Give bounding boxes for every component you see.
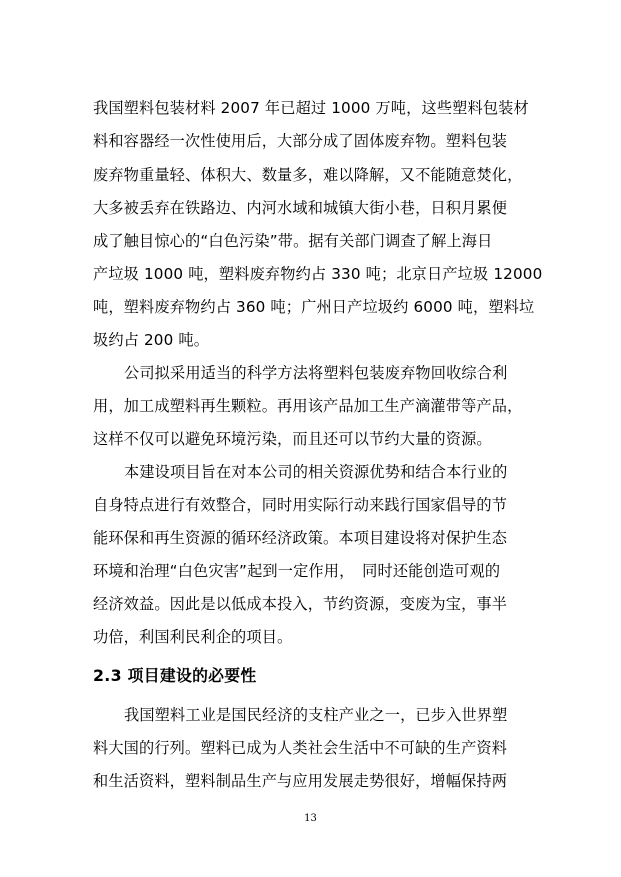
paragraph-1-line-7: 吨，塑料废弃物约占 360 吨；广州日产垃圾约 6000 吨，塑料垃 [93, 298, 535, 316]
paragraph-1-line-5: 成了触目惊心的“白色污染”带。据有关部门调查了解上海日 [93, 232, 493, 250]
paragraph-4-line-3: 和生活资料，塑料制品生产与应用发展走势很好，增幅保持两 [93, 772, 508, 790]
paragraph-4-line-1: 我国塑料工业是国民经济的支柱产业之一，已步入世界塑 [124, 706, 508, 724]
paragraph-2-line-1: 公司拟采用适当的科学方法将塑料包装废弃物回收综合利 [124, 364, 508, 382]
paragraph-1-line-3: 废弃物重量轻、体积大、数量多，难以降解，又不能随意焚化， [93, 166, 523, 184]
paragraph-1-line-6: 产垃圾 1000 吨，塑料废弃物约占 330 吨；北京日产垃圾 12000 [93, 265, 543, 283]
paragraph-3-line-3: 能环保和再生资源的循环经济政策。本项目建设将对保护生态 [93, 529, 508, 547]
section-heading: 2.3 项目建设的必要性 [93, 666, 257, 685]
page-number: 13 [304, 813, 317, 824]
paragraph-1-line-1: 我国塑料包装材料 2007 年已超过 1000 万吨，这些塑料包装材 [93, 99, 529, 117]
paragraph-2-line-2: 用，加工成塑料再生颗粒。再用该产品加工生产滴灌带等产品， [93, 397, 523, 415]
paragraph-1-line-4: 大多被丢弃在铁路边、内河水域和城镇大街小巷，日积月累便 [93, 199, 508, 217]
paragraph-4-line-2: 料大国的行列。塑料已成为人类社会生活中不可缺的生产资料 [93, 739, 508, 757]
paragraph-2-line-3: 这样不仅可以避免环境污染，而且还可以节约大量的资源。 [93, 430, 492, 448]
paragraph-1-line-8: 圾约占 200 吨。 [93, 331, 210, 349]
paragraph-1-line-2: 料和容器经一次性使用后，大部分成了固体废弃物。塑料包装 [93, 132, 508, 150]
paragraph-3-line-1: 本建设项目旨在对本公司的相关资源优势和结合本行业的 [124, 463, 508, 481]
paragraph-3-line-4: 环境和治理“白色灾害”起到一定作用， 同时还能创造可观的 [93, 562, 501, 580]
paragraph-3-line-5: 经济效益。因此是以低成本投入，节约资源，变废为宝，事半 [93, 595, 508, 613]
paragraph-3-line-2: 自身特点进行有效整合，同时用实际行动来践行国家倡导的节 [93, 496, 508, 514]
paragraph-3-line-6: 功倍，利国利民利企的项目。 [93, 628, 293, 646]
